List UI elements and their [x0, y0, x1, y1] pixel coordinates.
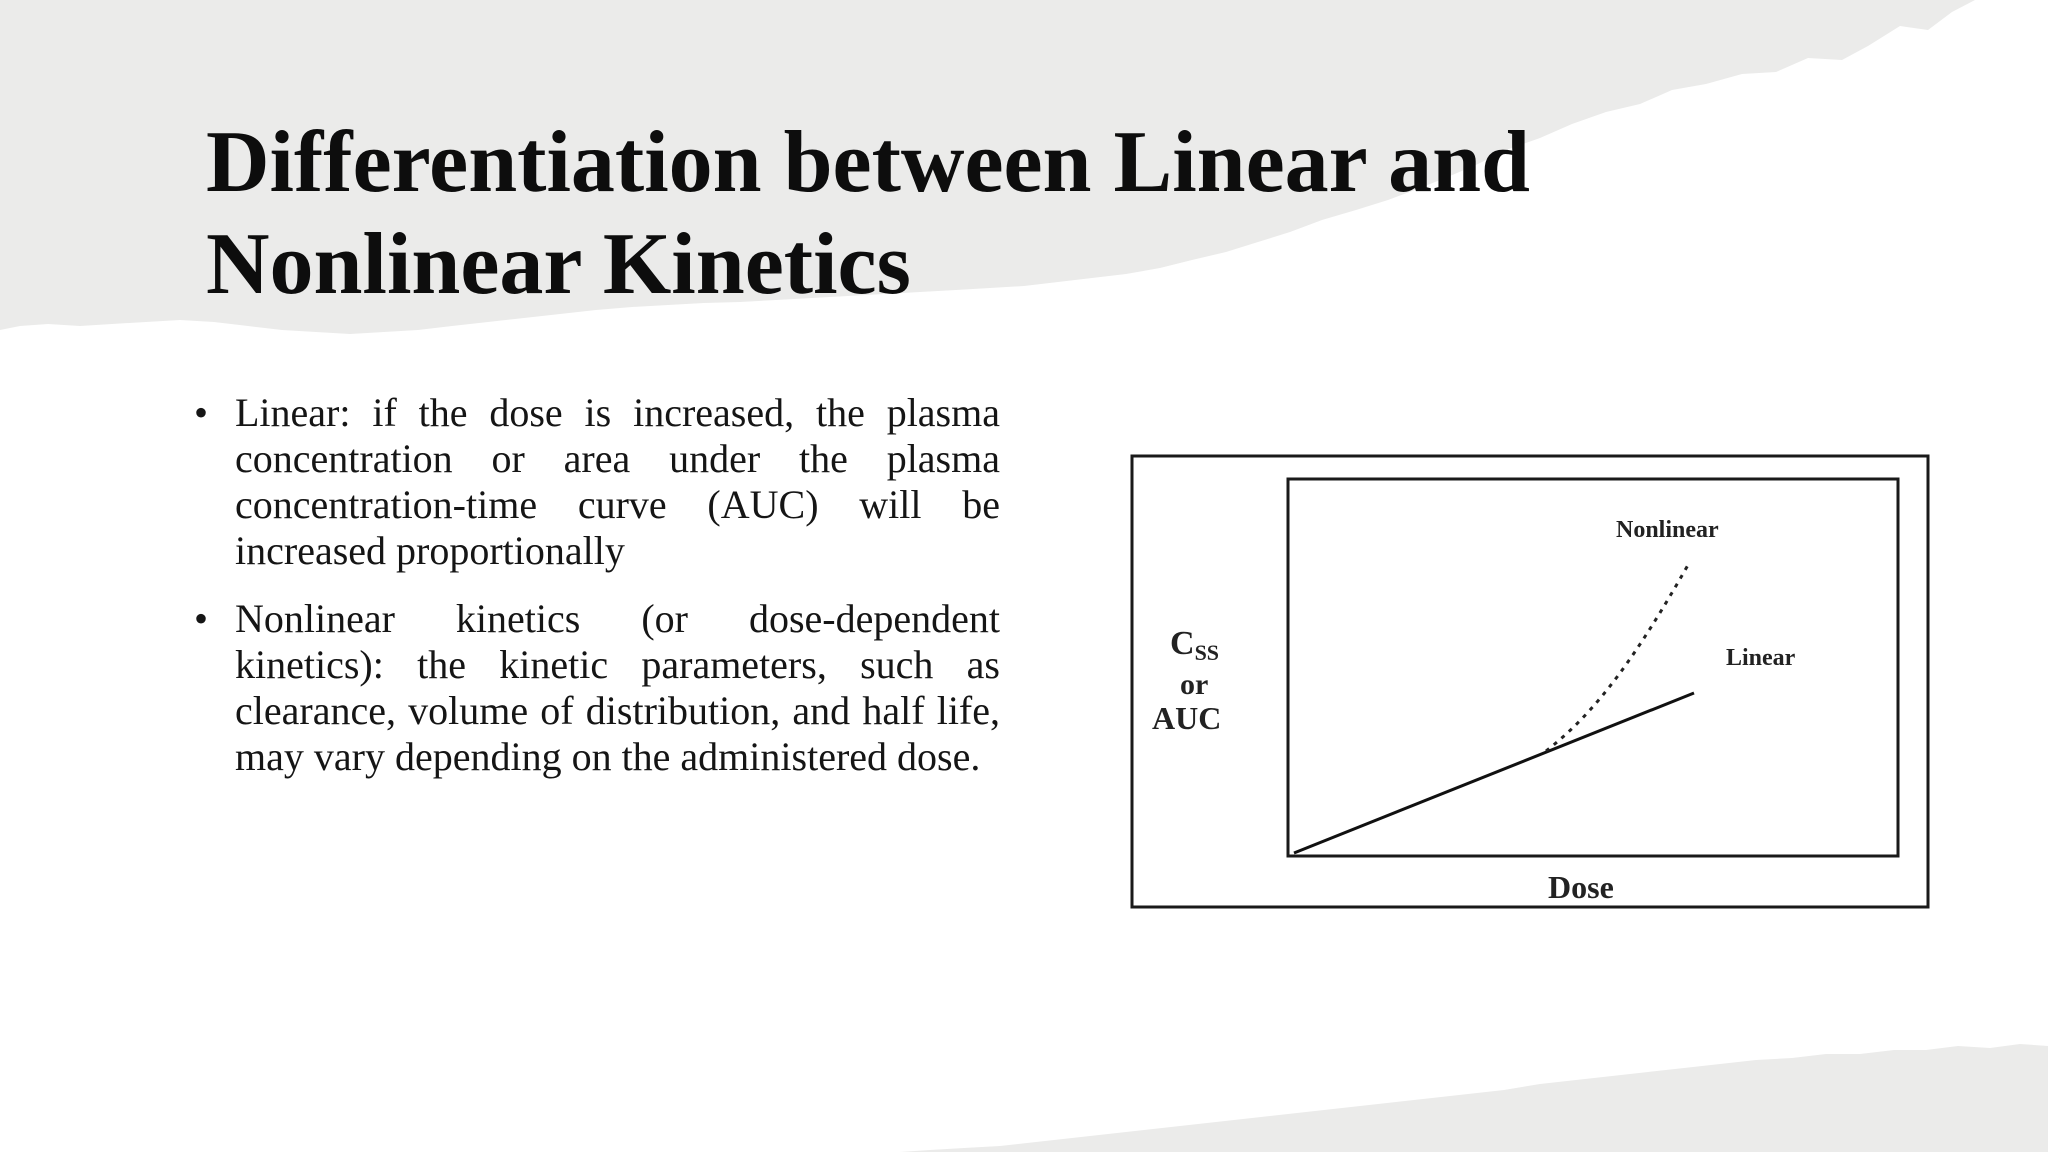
y-axis-label-subscript: SS — [1194, 640, 1220, 665]
y-axis-label-c: C — [1170, 625, 1195, 662]
linear-label: Linear — [1726, 645, 1796, 671]
dose-response-figure — [1128, 453, 1930, 911]
nonlinear-label: Nonlinear — [1616, 517, 1719, 543]
bottom-torn-paper-shape — [900, 1044, 2048, 1152]
bullet-marker: • — [194, 390, 209, 435]
y-axis-label-or: or — [1180, 668, 1209, 701]
bullet-marker: • — [194, 596, 209, 641]
bullet-item-nonlinear — [190, 596, 1000, 780]
plot-area-frame — [1288, 479, 1898, 856]
y-axis-label-auc: AUC — [1152, 700, 1222, 736]
bullet-text-linear: Linear: if the dose is increased, the plasma concentration or area under the plasma concentration-time curve (AUC) will be increased proportionally — [235, 390, 1000, 573]
slide-title: Differentiation between Linear and Nonlinear Kinetics — [206, 114, 1530, 313]
bullet-item-linear — [190, 390, 1000, 574]
x-axis-label: Dose — [1548, 869, 1614, 905]
bullet-list — [190, 390, 1000, 802]
bullet-text-nonlinear: Nonlinear kinetics (or dose-dependent kinetics): the kinetic parameters, such as clearance, volume of distribution, and half life, may vary depending on the administered dose. — [235, 596, 1000, 779]
